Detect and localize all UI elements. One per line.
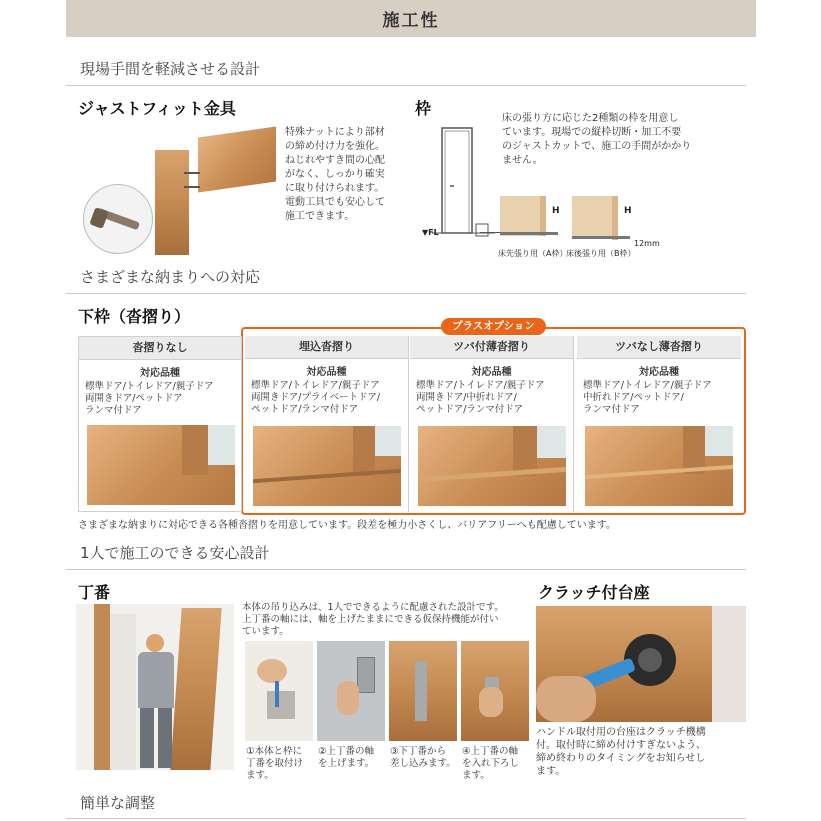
frame-heading: 枠 <box>415 99 432 118</box>
sill-photo <box>87 425 235 505</box>
clutch-description: ハンドル取付用の台座はクラッチ機構 付。取付時に締め付けすぎないよう、 締め終わりのタイミングをお知らせし ます。 <box>536 727 706 777</box>
column-title: ツバなし薄沓摺り <box>577 336 741 359</box>
step-caption-2: ②上丁番の軸 を上げます。 <box>318 746 375 769</box>
step-caption-1: ①本体と枠に 丁番を取付け ます。 <box>246 746 304 781</box>
hinge-heading: 丁番 <box>78 583 111 602</box>
sill-heading: 下枠（沓摺り） <box>78 307 191 326</box>
step-photo-2 <box>317 641 385 741</box>
page-header <box>66 0 756 37</box>
divider <box>66 818 746 819</box>
sill-photo <box>585 426 733 506</box>
installer-photo <box>76 604 234 770</box>
clutch-photo <box>536 606 746 722</box>
divider <box>66 569 746 570</box>
frame-head <box>198 127 276 193</box>
column-subtitle: 対応品種 <box>306 367 347 378</box>
column-title: 埋込沓摺り <box>245 336 408 359</box>
plus-option-badge: プラスオプション <box>441 318 546 335</box>
divider <box>66 85 746 86</box>
section-title-1: 現場手間を軽減させる設計 <box>80 60 261 78</box>
type-a-label: 床先張り用（A枠） <box>498 249 568 258</box>
sill-photo <box>418 426 566 506</box>
step-caption-4: ④上丁番の軸 を入れ下ろし ます。 <box>462 746 520 781</box>
fitting-closeup <box>83 184 153 254</box>
column-products: 標準ドア/トイレドア/親子ドア 両開きドア/中折れドア/ ペットドア/ランマ付ドア <box>416 380 545 415</box>
divider <box>66 293 746 294</box>
page-title: 施工性 <box>382 11 440 31</box>
justfit-heading: ジャストフィット金具 <box>78 99 236 118</box>
section-title-4: 簡単な調整 <box>80 794 156 812</box>
step-photo-3 <box>389 641 457 741</box>
column-products: 標準ドア/トイレドア/親子ドア 両開きドア/プライベートドア/ ペットドア/ランマ付ドア <box>251 380 381 415</box>
leader-line <box>480 232 500 233</box>
fl-label: ▼FL <box>422 228 439 237</box>
dimension-label: 12mm <box>634 239 660 248</box>
hinge-description: 本体の吊り込みは、1人でできるように配慮された設計です。 上丁番の軸には、軸を上げたままにできる仮保持機能が付い ています。 <box>242 602 504 637</box>
sill-column-embedded <box>245 336 409 512</box>
sill-column-none <box>78 336 242 512</box>
step-caption-3: ③下丁番から 差し込みます。 <box>390 746 456 769</box>
h-label-b: H <box>624 206 632 216</box>
justfit-illustration <box>80 120 275 260</box>
h-label-a: H <box>552 206 560 216</box>
column-subtitle: 対応品種 <box>140 368 180 379</box>
column-products: 標準ドア/トイレドア/親子ドア 中折れドア/ペットドア/ ランマ付ドア <box>583 380 712 415</box>
frame-description: 床の張り方に応じた2種類の枠を用意し ています。現場での縦枠切断・加工不要 のジャストカットで、施工の手間がかかり ません。 <box>502 113 692 166</box>
sill-column-flanged-thin <box>410 336 574 512</box>
section-title-3: 1人で施工のできる安心設計 <box>80 544 270 562</box>
step-photo-1 <box>245 641 313 741</box>
frame-post <box>155 150 189 255</box>
section-title-2: さまざまな納まりへの対応 <box>80 268 261 286</box>
sill-note: さまざまな納まりに対応できる各種沓摺りを用意しています。段差を極力小さくし、バリアフリーへも配慮しています。 <box>78 520 616 531</box>
column-title: 沓摺りなし <box>79 337 241 360</box>
column-subtitle: 対応品種 <box>639 367 679 378</box>
clutch-heading: クラッチ付台座 <box>538 583 650 602</box>
column-title: ツバ付薄沓摺り <box>410 336 573 359</box>
step-photo-4 <box>461 641 529 741</box>
sill-column-flangeless-thin <box>577 336 741 512</box>
column-subtitle: 対応品種 <box>471 367 512 378</box>
sill-photo <box>253 426 401 506</box>
type-b-label: 床後張り用（B枠） <box>566 249 636 258</box>
justfit-description: 特殊ナットにより部材 の締め付け力を強化。 ねじれやすき間の心配 がなく、しっかり確実 に取り付けられます。 電動工具でも安心して 施工できます。 <box>285 127 385 222</box>
column-products: 標準ドア/トイレドア/親子ドア 両開きドア/ペットドア ランマ付ドア <box>85 381 214 416</box>
door-frame-diagram <box>420 118 500 243</box>
